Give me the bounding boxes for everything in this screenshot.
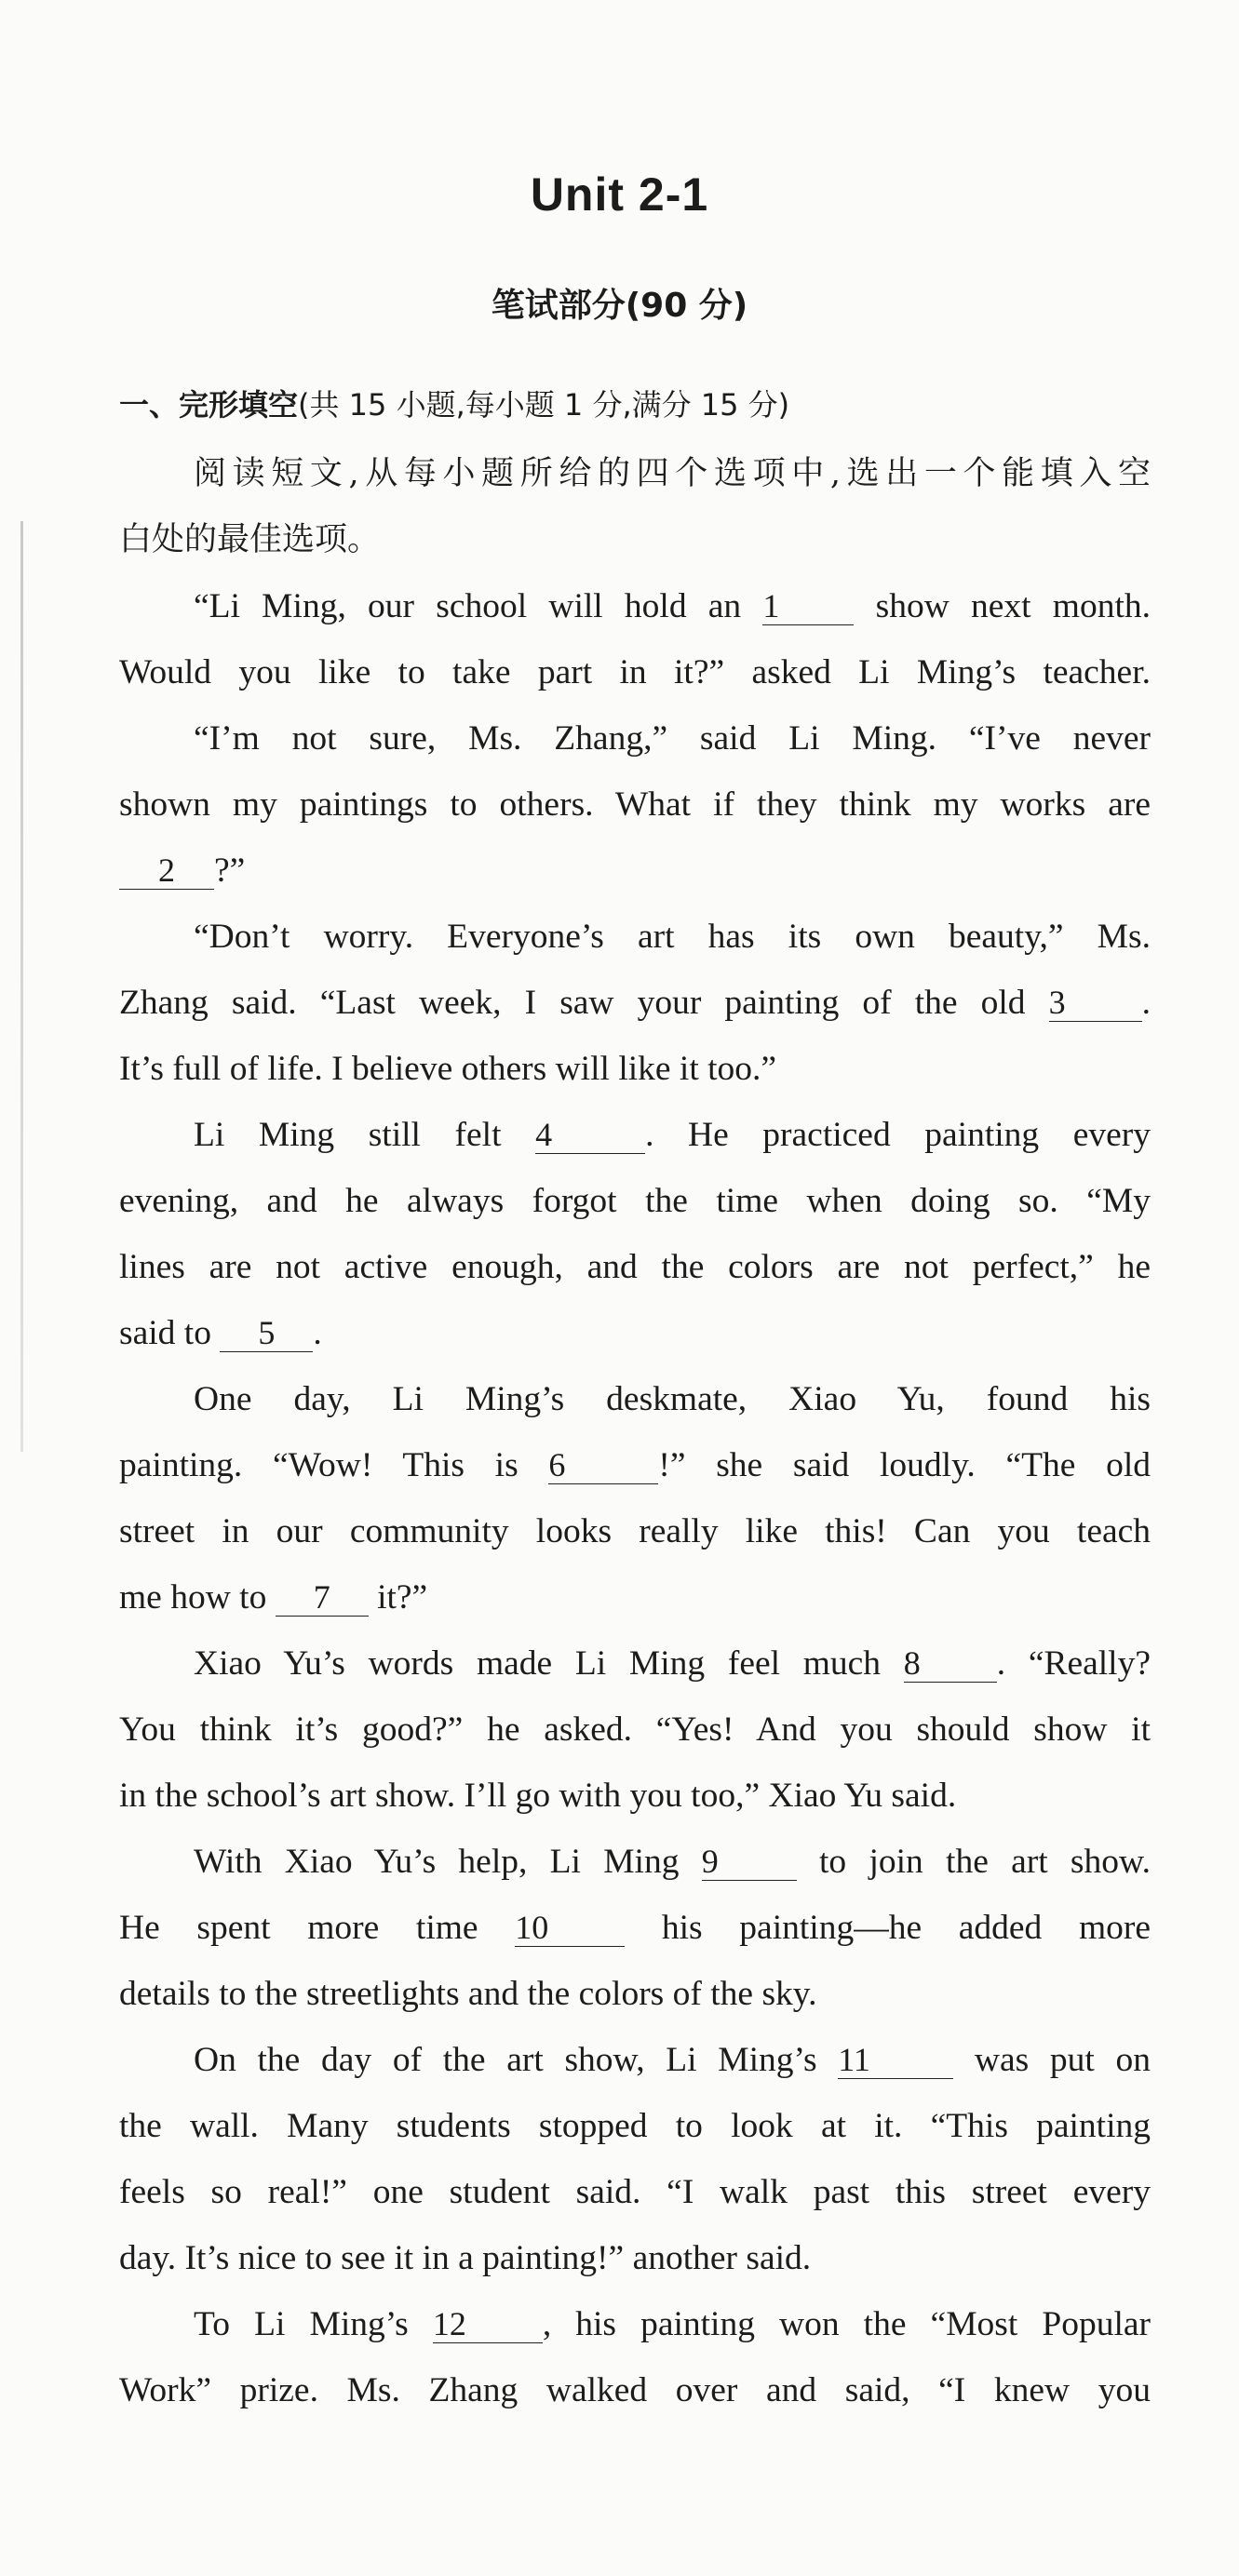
passage-text: , his painting won the “Most Popular	[542, 2305, 1151, 2343]
answer-blank: 9	[702, 1843, 797, 1881]
answer-blank: 2	[119, 852, 214, 890]
answer-blank: 3	[1049, 984, 1142, 1022]
passage-line	[119, 838, 1151, 904]
passage-line	[119, 1829, 1151, 1895]
answer-blank: 4	[535, 1116, 645, 1154]
passage-line: “I’m not sure, Ms. Zhang,” said Li Ming. “I’ve never	[194, 719, 1151, 758]
passage-text: “Li Ming, our school will hold an	[194, 587, 742, 625]
instruction-line: 白处的最佳选项。	[119, 521, 381, 558]
answer-blank: 1	[762, 587, 854, 625]
passage-line: the wall. Many students stopped to look at it. “This painting	[119, 2107, 1151, 2145]
passage-text: painting. “Wow! This is	[119, 1446, 518, 1484]
passage-text: On the day of the art show, Li Ming’s	[194, 2041, 817, 2079]
passage-text: Li Ming still felt	[194, 1116, 502, 1154]
passage-line: day. It’s nice to see it in a painting!” another said.	[119, 2239, 812, 2277]
passage-line: It’s full of life. I believe others will like it too.”	[119, 1050, 777, 1088]
section-heading-scoring: (共 15 小题,每小题 1 分,满分 15 分)	[298, 387, 790, 423]
passage-line	[119, 2027, 1151, 2093]
answer-blank: 5	[220, 1314, 313, 1352]
instructions	[119, 441, 1151, 573]
passage-line: details to the streetlights and the colors of the sky.	[119, 1975, 817, 2013]
passage-line	[119, 573, 1151, 639]
passage-text: . He practiced painting every	[645, 1116, 1151, 1154]
cloze-passage	[119, 573, 1151, 2423]
passage-text: !” she said loudly. “The old	[658, 1446, 1151, 1484]
passage-text: ?”	[214, 852, 246, 890]
section-heading-label: 一、完形填空	[119, 387, 299, 423]
passage-text: to join the art show.	[819, 1843, 1151, 1881]
passage-text: his painting—he added more	[661, 1909, 1151, 1947]
passage-text: it?”	[377, 1578, 428, 1617]
passage-line	[119, 1102, 1151, 1168]
passage-text: Zhang said. “Last week, I saw your painting of the old	[119, 984, 1026, 1022]
answer-blank: 11	[838, 2041, 953, 2079]
passage-text: He spent more time	[119, 1909, 478, 1947]
passage-text: was put on	[974, 2041, 1151, 2079]
passage-line: Would you like to take part in it?” asked Li Ming’s teacher.	[119, 653, 1151, 691]
passage-text: me how to	[119, 1578, 267, 1617]
passage-line	[119, 1432, 1151, 1498]
answer-blank: 7	[276, 1578, 369, 1617]
answer-blank: 6	[548, 1446, 658, 1484]
passage-text: show next month.	[875, 587, 1151, 625]
passage-line	[119, 1630, 1151, 1697]
passage-line: in the school’s art show. I’ll go with you too,” Xiao Yu said.	[119, 1777, 957, 1815]
answer-blank: 8	[904, 1644, 997, 1683]
passage-line	[119, 1564, 1151, 1630]
unit-title: Unit 2-1	[530, 168, 709, 221]
binding-edge	[20, 521, 23, 1452]
passage-text: Xiao Yu’s words made Li Ming feel much	[194, 1644, 882, 1683]
passage-line	[119, 1300, 1151, 1366]
passage-line: evening, and he always forgot the time when doing so. “My	[119, 1182, 1151, 1220]
passage-line: You think it’s good?” he asked. “Yes! And you should show it	[119, 1711, 1151, 1749]
passage-line: Work” prize. Ms. Zhang walked over and said, “I knew you	[119, 2371, 1151, 2409]
passage-line: shown my paintings to others. What if they think my works are	[119, 785, 1151, 824]
answer-blank: 10	[515, 1909, 625, 1947]
passage-text: .	[313, 1314, 322, 1352]
passage-line: lines are not active enough, and the colors are not perfect,” he	[119, 1248, 1151, 1286]
instruction-line: 阅读短文,从每小题所给的四个选项中,选出一个能填入空	[194, 455, 1151, 492]
section-heading	[119, 382, 789, 424]
passage-line	[119, 2291, 1151, 2357]
passage-line: feels so real!” one student said. “I walk past this street every	[119, 2173, 1151, 2211]
passage-line	[119, 970, 1151, 1036]
passage-line	[119, 1895, 1151, 1961]
passage-text: With Xiao Yu’s help, Li Ming	[194, 1843, 680, 1881]
passage-line: “Don’t worry. Everyone’s art has its own beauty,” Ms.	[194, 918, 1151, 956]
written-section-title: 笔试部分(90 分)	[491, 287, 748, 325]
passage-text: .	[1141, 984, 1151, 1022]
passage-text: To Li Ming’s	[194, 2305, 409, 2343]
passage-line: One day, Li Ming’s deskmate, Xiao Yu, found his	[194, 1380, 1151, 1418]
answer-blank: 12	[433, 2305, 543, 2343]
passage-text: . “Really?	[996, 1644, 1151, 1683]
passage-text: said to	[119, 1314, 211, 1352]
passage-line: street in our community looks really like this! Can you teach	[119, 1512, 1151, 1550]
